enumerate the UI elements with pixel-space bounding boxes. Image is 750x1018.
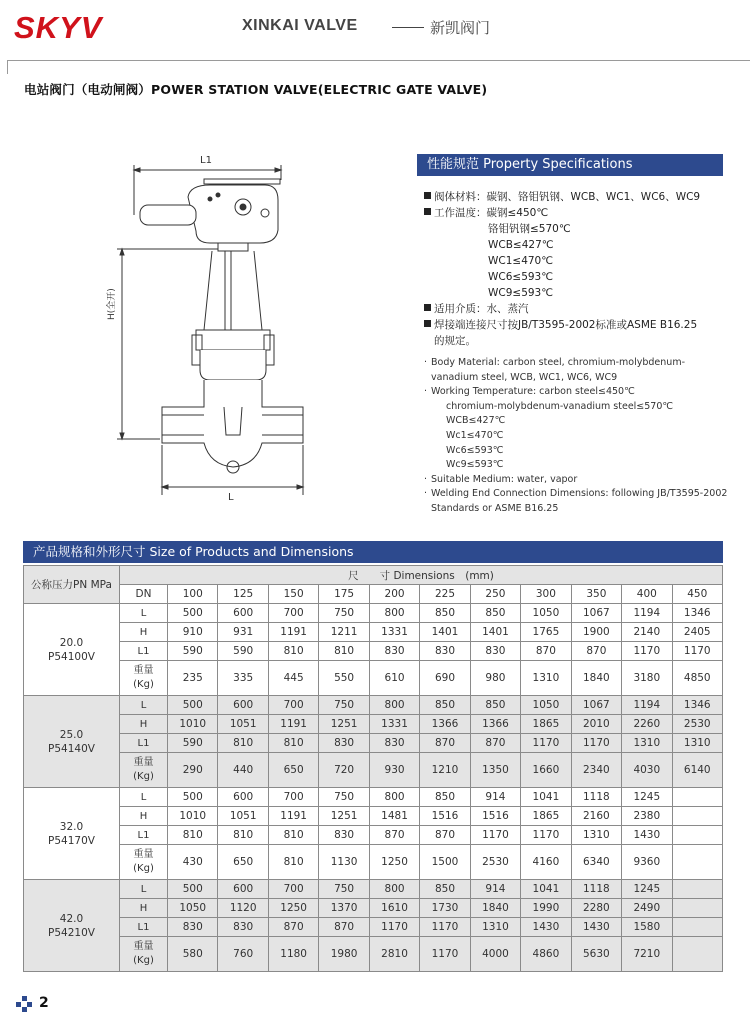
table-cell: 1211 <box>319 623 369 642</box>
header-rule <box>7 60 750 61</box>
table-cell: 1430 <box>521 918 571 937</box>
table-cell: 2530 <box>672 715 722 734</box>
spec-subitem: WCB≤427℃ <box>488 239 554 251</box>
table-cell: 1346 <box>672 604 722 623</box>
table-cell: 440 <box>218 753 268 788</box>
row-label: L1 <box>120 918 168 937</box>
table-cell: 2260 <box>622 715 672 734</box>
table-cell: 1170 <box>420 918 470 937</box>
table-cell: 750 <box>319 604 369 623</box>
table-cell: 500 <box>168 696 218 715</box>
table-cell: 2490 <box>622 899 672 918</box>
table-cell: 910 <box>168 623 218 642</box>
table-cell: 235 <box>168 661 218 696</box>
table-cell: 9360 <box>622 845 672 880</box>
table-cell: 600 <box>218 696 268 715</box>
table-row <box>24 880 723 899</box>
table-cell: 1346 <box>672 696 722 715</box>
table-cell: 750 <box>319 696 369 715</box>
table-cell: 1170 <box>521 826 571 845</box>
table-cell: 1050 <box>521 696 571 715</box>
table-row <box>24 918 723 937</box>
table-cell <box>672 807 722 826</box>
table-row <box>24 899 723 918</box>
table-cell: 590 <box>168 642 218 661</box>
table-cell: 1370 <box>319 899 369 918</box>
table-cell: 6140 <box>672 753 722 788</box>
table-cell: 870 <box>470 734 520 753</box>
table-cell: 870 <box>369 826 419 845</box>
bullet-icon <box>424 320 431 327</box>
table-cell: 830 <box>218 918 268 937</box>
table-cell: 430 <box>168 845 218 880</box>
table-cell: 2380 <box>622 807 672 826</box>
table-cell: 830 <box>369 734 419 753</box>
table-cell: 500 <box>168 788 218 807</box>
table-cell: 1865 <box>521 715 571 734</box>
spec-en-item: · Suitable Medium: water, vapor <box>424 473 729 488</box>
actuator-motor <box>140 205 196 225</box>
table-cell: 1660 <box>521 753 571 788</box>
pn-value: 42.0 <box>59 912 84 925</box>
table-cell: 1067 <box>571 604 621 623</box>
table-cell: 590 <box>218 642 268 661</box>
table-cell: 1245 <box>622 788 672 807</box>
table-cell: 1840 <box>470 899 520 918</box>
table-cell: 1118 <box>571 788 621 807</box>
row-label: L <box>120 696 168 715</box>
table-cell: 5630 <box>571 937 621 972</box>
pn-value: 32.0 <box>59 820 84 833</box>
pn-value: 20.0 <box>59 636 84 649</box>
electric-actuator <box>188 185 278 243</box>
table-cell: 4860 <box>521 937 571 972</box>
spec-list-en <box>424 356 729 517</box>
table-cell: 1430 <box>571 918 621 937</box>
pn-value: 25.0 <box>59 728 84 741</box>
table-cell: 810 <box>268 642 318 661</box>
table-cell: 810 <box>268 734 318 753</box>
table-row <box>24 845 723 880</box>
brand-divider <box>392 27 424 28</box>
table-cell: 690 <box>420 661 470 696</box>
bullet-icon <box>424 192 431 199</box>
table-cell: 1191 <box>268 623 318 642</box>
table-cell: 870 <box>420 734 470 753</box>
table-cell: 1041 <box>521 880 571 899</box>
table-cell: 1051 <box>218 715 268 734</box>
table-cell: 914 <box>470 788 520 807</box>
table-cell: 600 <box>218 604 268 623</box>
table-cell: 1900 <box>571 623 621 642</box>
table-cell: 1251 <box>319 715 369 734</box>
table-cell: 4850 <box>672 661 722 696</box>
table-cell: 6340 <box>571 845 621 880</box>
table-row <box>24 788 723 807</box>
table-cell: 1245 <box>622 880 672 899</box>
table-cell: 1310 <box>521 661 571 696</box>
table-cell: 914 <box>470 880 520 899</box>
table-row <box>24 696 723 715</box>
table-cell: 700 <box>268 696 318 715</box>
table-row <box>24 661 723 696</box>
ps-value: P54170V <box>48 834 95 847</box>
dn-value: 150 <box>268 585 318 604</box>
pn-cell <box>24 696 120 788</box>
row-label: L1 <box>120 642 168 661</box>
weight-label: 重量 (Kg) <box>120 661 168 696</box>
table-cell: 1170 <box>369 918 419 937</box>
row-label: L1 <box>120 734 168 753</box>
table-cell <box>672 826 722 845</box>
table-row <box>24 604 723 623</box>
spec-item: 焊接端连接尺寸按JB/T3595-2002标准或ASME B16.25 <box>424 317 729 333</box>
table-cell <box>672 880 722 899</box>
table-cell: 2405 <box>672 623 722 642</box>
table-cell: 1331 <box>369 623 419 642</box>
table-cell: 600 <box>218 788 268 807</box>
table-row <box>24 715 723 734</box>
table-cell: 700 <box>268 788 318 807</box>
table-cell: 1120 <box>218 899 268 918</box>
pn-cell <box>24 788 120 880</box>
table-cell: 1310 <box>571 826 621 845</box>
table-cell: 931 <box>218 623 268 642</box>
table-cell: 850 <box>420 696 470 715</box>
table-cell: 1366 <box>420 715 470 734</box>
table-cell: 650 <box>218 845 268 880</box>
table-cell: 1516 <box>470 807 520 826</box>
spec-subitem: WC6≤593℃ <box>488 271 554 283</box>
table-cell: 4000 <box>470 937 520 972</box>
handwheel-plate <box>204 179 280 184</box>
spec-heading: 性能规范 Property Specifications <box>417 154 723 176</box>
table-cell: 445 <box>268 661 318 696</box>
table-cell: 1430 <box>622 826 672 845</box>
dn-value: 450 <box>672 585 722 604</box>
spec-subitem: WC1≤470℃ <box>488 255 554 267</box>
table-cell: 1310 <box>470 918 520 937</box>
table-cell: 1051 <box>218 807 268 826</box>
table-cell: 1610 <box>369 899 419 918</box>
table-cell: 1865 <box>521 807 571 826</box>
h-label: H(全开) <box>107 288 117 320</box>
table-cell: 1050 <box>521 604 571 623</box>
table-cell: 760 <box>218 937 268 972</box>
spec-en-item: · Body Material: carbon steel, chromium-molybdenum-vanadium steel, WCB, WC1, WC6, WC9 <box>424 356 729 385</box>
table-cell: 2810 <box>369 937 419 972</box>
weight-label: 重量 (Kg) <box>120 753 168 788</box>
table-cell: 2280 <box>571 899 621 918</box>
ps-value: P54100V <box>48 650 95 663</box>
table-cell: 650 <box>268 753 318 788</box>
table-cell: 830 <box>168 918 218 937</box>
weight-label: 重量 (Kg) <box>120 937 168 972</box>
table-cell: 1067 <box>571 696 621 715</box>
table-cell <box>672 937 722 972</box>
table-cell: 1401 <box>470 623 520 642</box>
table-cell: 1580 <box>622 918 672 937</box>
table-cell: 810 <box>268 826 318 845</box>
dimensions-table <box>23 565 723 972</box>
table-cell: 1194 <box>622 696 672 715</box>
l-label: L <box>228 492 234 503</box>
table-cell: 1170 <box>470 826 520 845</box>
brand-name-cn: 新凯阀门 <box>430 19 491 37</box>
table-cell: 1350 <box>470 753 520 788</box>
page-number-icon <box>16 996 32 1012</box>
table-cell: 2010 <box>571 715 621 734</box>
spec-en-subitem: Wc9≤593℃ <box>446 459 504 471</box>
row-label: H <box>120 715 168 734</box>
gate-valve-drawing <box>100 145 310 510</box>
table-cell: 600 <box>218 880 268 899</box>
row-label: L <box>120 788 168 807</box>
table-cell <box>672 899 722 918</box>
table-cell: 1170 <box>420 937 470 972</box>
ps-value: P54140V <box>48 742 95 755</box>
table-cell: 800 <box>369 788 419 807</box>
table-row <box>24 734 723 753</box>
table-cell: 1191 <box>268 715 318 734</box>
spec-en-subitem: Wc6≤593℃ <box>446 444 504 456</box>
table-row <box>24 937 723 972</box>
spec-item-cont: 的规定。 <box>434 335 476 347</box>
table-cell: 7210 <box>622 937 672 972</box>
table-cell: 1250 <box>369 845 419 880</box>
row-label: L <box>120 880 168 899</box>
dimensions-header: 尺 寸 Dimensions (mm) <box>120 566 723 585</box>
table-cell: 830 <box>319 734 369 753</box>
table-cell: 1980 <box>319 937 369 972</box>
table-cell: 2340 <box>571 753 621 788</box>
table-row <box>24 753 723 788</box>
spec-item: 工作温度：碳钢≤450℃ <box>424 205 729 221</box>
spec-en-item: · Working Temperature: carbon steel≤450℃ <box>424 385 729 400</box>
dn-value: 225 <box>420 585 470 604</box>
table-cell: 810 <box>218 734 268 753</box>
table-cell: 2530 <box>470 845 520 880</box>
table-cell: 1730 <box>420 899 470 918</box>
table-cell: 700 <box>268 880 318 899</box>
table-cell: 1516 <box>420 807 470 826</box>
bullet-icon <box>424 304 431 311</box>
table-cell: 1170 <box>672 642 722 661</box>
table-cell: 850 <box>420 604 470 623</box>
table-cell: 2140 <box>622 623 672 642</box>
weight-label: 重量 (Kg) <box>120 845 168 880</box>
spec-subitem: 铬钼钒钢≤570℃ <box>488 223 571 235</box>
table-cell: 1310 <box>672 734 722 753</box>
table-cell: 1170 <box>521 734 571 753</box>
table-cell: 1010 <box>168 807 218 826</box>
table-cell: 1170 <box>622 642 672 661</box>
table-cell: 1310 <box>622 734 672 753</box>
table-row <box>24 826 723 845</box>
table-cell: 870 <box>420 826 470 845</box>
table-cell: 4160 <box>521 845 571 880</box>
table-cell <box>672 918 722 937</box>
page-title: 电站阀门（电动闸阀）POWER STATION VALVE(ELECTRIC GATE VALVE) <box>24 82 488 97</box>
table-cell: 1191 <box>268 807 318 826</box>
table-cell: 335 <box>218 661 268 696</box>
dn-value: 400 <box>622 585 672 604</box>
table-cell: 290 <box>168 753 218 788</box>
spec-en-item: · Welding End Connection Dimensions: following JB/T3595-2002 Standards or ASME B16.25 <box>424 487 729 516</box>
table-cell: 4030 <box>622 753 672 788</box>
table-cell: 1170 <box>571 734 621 753</box>
table-cell: 1210 <box>420 753 470 788</box>
table-cell: 1050 <box>168 899 218 918</box>
table-cell: 870 <box>268 918 318 937</box>
table-cell: 500 <box>168 880 218 899</box>
table-cell: 750 <box>319 788 369 807</box>
pn-header: 公称压力PN MPa <box>24 566 120 604</box>
table-cell: 1041 <box>521 788 571 807</box>
table-cell: 800 <box>369 880 419 899</box>
table-cell: 850 <box>420 788 470 807</box>
spec-en-subitem: WCB≤427℃ <box>446 415 506 427</box>
table-cell <box>672 788 722 807</box>
table-cell: 580 <box>168 937 218 972</box>
table-cell: 1250 <box>268 899 318 918</box>
brand-logo: SKYV <box>14 10 103 45</box>
table-cell: 870 <box>571 642 621 661</box>
row-label: H <box>120 623 168 642</box>
table-cell: 700 <box>268 604 318 623</box>
table-cell: 1765 <box>521 623 571 642</box>
pn-cell <box>24 880 120 972</box>
table-cell: 870 <box>521 642 571 661</box>
table-cell: 850 <box>470 696 520 715</box>
spec-list-cn <box>424 189 729 349</box>
table-cell: 1990 <box>521 899 571 918</box>
brand-name-en: XINKAI VALVE <box>242 17 358 34</box>
dn-value: 250 <box>470 585 520 604</box>
spec-item: 阀体材料：碳钢、铬钼钒钢、WCB、WC1、WC6、WC9 <box>424 189 729 205</box>
dn-value: 100 <box>168 585 218 604</box>
table-cell: 720 <box>319 753 369 788</box>
table-cell: 810 <box>268 845 318 880</box>
dn-value: 125 <box>218 585 268 604</box>
table-heading: 产品规格和外形尺寸 Size of Products and Dimensions <box>23 541 723 563</box>
table-cell: 850 <box>470 604 520 623</box>
pn-cell <box>24 604 120 696</box>
table-cell: 1481 <box>369 807 419 826</box>
table-cell: 3180 <box>622 661 672 696</box>
table-cell: 590 <box>168 734 218 753</box>
ps-value: P54210V <box>48 926 95 939</box>
spec-en-subitem: chromium-molybdenum-vanadium steel≤570℃ <box>446 400 674 412</box>
dn-value: 350 <box>571 585 621 604</box>
table-cell: 830 <box>470 642 520 661</box>
table-cell: 1130 <box>319 845 369 880</box>
table-cell: 1366 <box>470 715 520 734</box>
row-label: L1 <box>120 826 168 845</box>
dn-row <box>24 585 723 604</box>
table-row <box>24 642 723 661</box>
table-cell: 1251 <box>319 807 369 826</box>
table-cell: 800 <box>369 696 419 715</box>
page-number: 2 <box>39 995 49 1011</box>
bullet-icon <box>424 208 431 215</box>
table-row <box>24 807 723 826</box>
table-cell: 810 <box>218 826 268 845</box>
dn-value: 300 <box>521 585 571 604</box>
table-cell: 1840 <box>571 661 621 696</box>
table-row <box>24 623 723 642</box>
table-cell: 2160 <box>571 807 621 826</box>
table-cell: 1118 <box>571 880 621 899</box>
table-cell: 800 <box>369 604 419 623</box>
table-cell: 830 <box>319 826 369 845</box>
table-cell: 610 <box>369 661 419 696</box>
spec-subitem: WC9≤593℃ <box>488 287 554 299</box>
table-cell: 850 <box>420 880 470 899</box>
dn-value: 175 <box>319 585 369 604</box>
table-cell: 1500 <box>420 845 470 880</box>
table-cell: 750 <box>319 880 369 899</box>
table-cell: 1331 <box>369 715 419 734</box>
table-cell: 1010 <box>168 715 218 734</box>
table-cell: 810 <box>319 642 369 661</box>
table-cell: 500 <box>168 604 218 623</box>
spec-en-subitem: Wc1≤470℃ <box>446 429 504 441</box>
table-cell: 830 <box>369 642 419 661</box>
table-cell: 550 <box>319 661 369 696</box>
dn-label: DN <box>120 585 168 604</box>
table-cell: 830 <box>420 642 470 661</box>
row-label: L <box>120 604 168 623</box>
l1-label: L1 <box>200 155 212 166</box>
table-cell: 1194 <box>622 604 672 623</box>
row-label: H <box>120 807 168 826</box>
table-cell: 980 <box>470 661 520 696</box>
table-cell: 1180 <box>268 937 318 972</box>
table-cell: 870 <box>319 918 369 937</box>
table-cell: 1401 <box>420 623 470 642</box>
header-rule-corner <box>7 60 8 74</box>
valve-body <box>162 380 303 467</box>
table-cell: 930 <box>369 753 419 788</box>
row-label: H <box>120 899 168 918</box>
table-cell: 810 <box>168 826 218 845</box>
dn-value: 200 <box>369 585 419 604</box>
spec-item: 适用介质：水、蒸汽 <box>424 301 729 317</box>
table-cell <box>672 845 722 880</box>
